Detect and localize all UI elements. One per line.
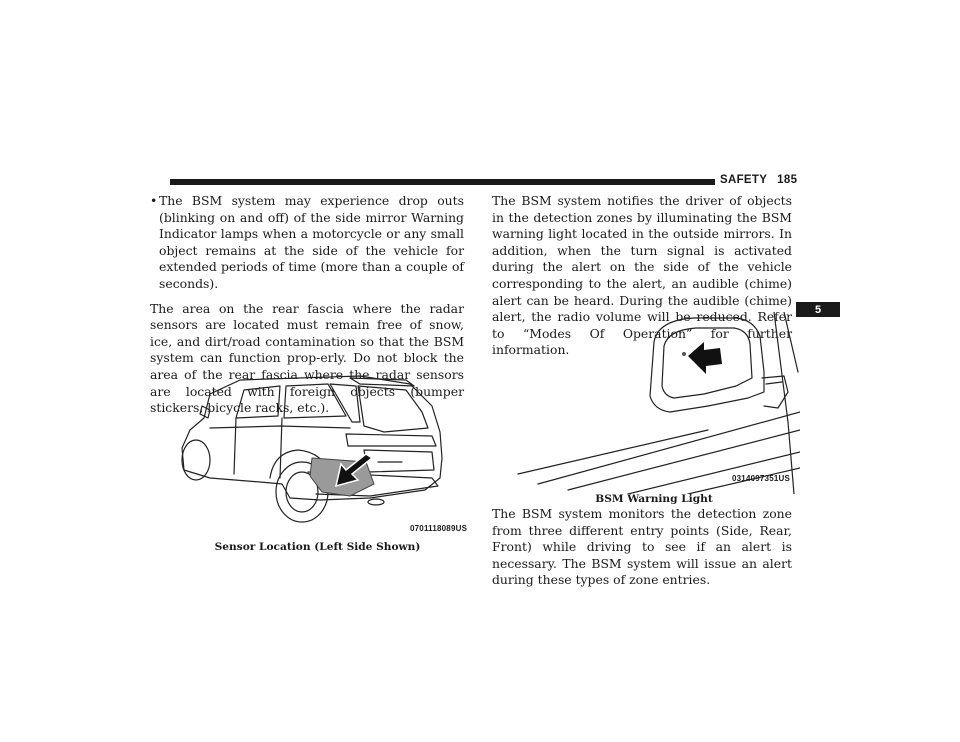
side-mirror-illustration [508, 312, 800, 494]
figure-caption: Sensor Location (Left Side Shown) [214, 541, 421, 553]
body-paragraph: The area on the rear fascia where the radar sensors are located must remain free of snow, ice, and dirt/road contamination so that the BSM system can function prop-erly. Do not block the area of the rear fascia where the radar sensors are located with foreign objects (bumper stickers, bicycle racks, etc.). [150, 300, 464, 416]
header-rule [170, 179, 715, 185]
body-paragraph: The BSM system notifies the driver of objects in the detection zones by illuminating the BSM warning light located in the outside mirrors. In addition, when the turn signal is activated during the alert on the side of the vehicle corresponding to the alert, an audible (chime) alert can be heard. During the audible (chime) alert, the radio volume will be reduced. Refer to “Modes Of Operation” for further information. [492, 193, 792, 358]
bullet-text: The BSM system may experience drop outs (blinking on and off) of the side mirror Warning Indicator lamps when a motorcycle or any small object remains at the side of the vehicle for extended periods of time (more than a couple of seconds). [159, 193, 464, 291]
section-title: SAFETY [720, 174, 768, 186]
page-number: 185 [777, 174, 798, 186]
body-paragraph: The BSM system monitors the detection zone from three different entry points (Side, Rear, Front) while driving to see if an alert is necessary. The BSM system will issue an alert during these types of zone entries. [492, 506, 792, 588]
figure-id: 0701118089US [410, 524, 468, 533]
figure-id: 0314097351US [732, 474, 791, 483]
figure-caption: BSM Warning Light [595, 493, 713, 505]
sensor-location-figure [170, 366, 468, 538]
bullet-marker: • [150, 193, 158, 208]
chapter-tab: 5 [796, 302, 840, 317]
vehicle-rear-illustration [170, 366, 468, 538]
bullet-item [150, 193, 464, 293]
bsm-warning-light-figure [508, 312, 800, 494]
running-header [720, 174, 797, 186]
